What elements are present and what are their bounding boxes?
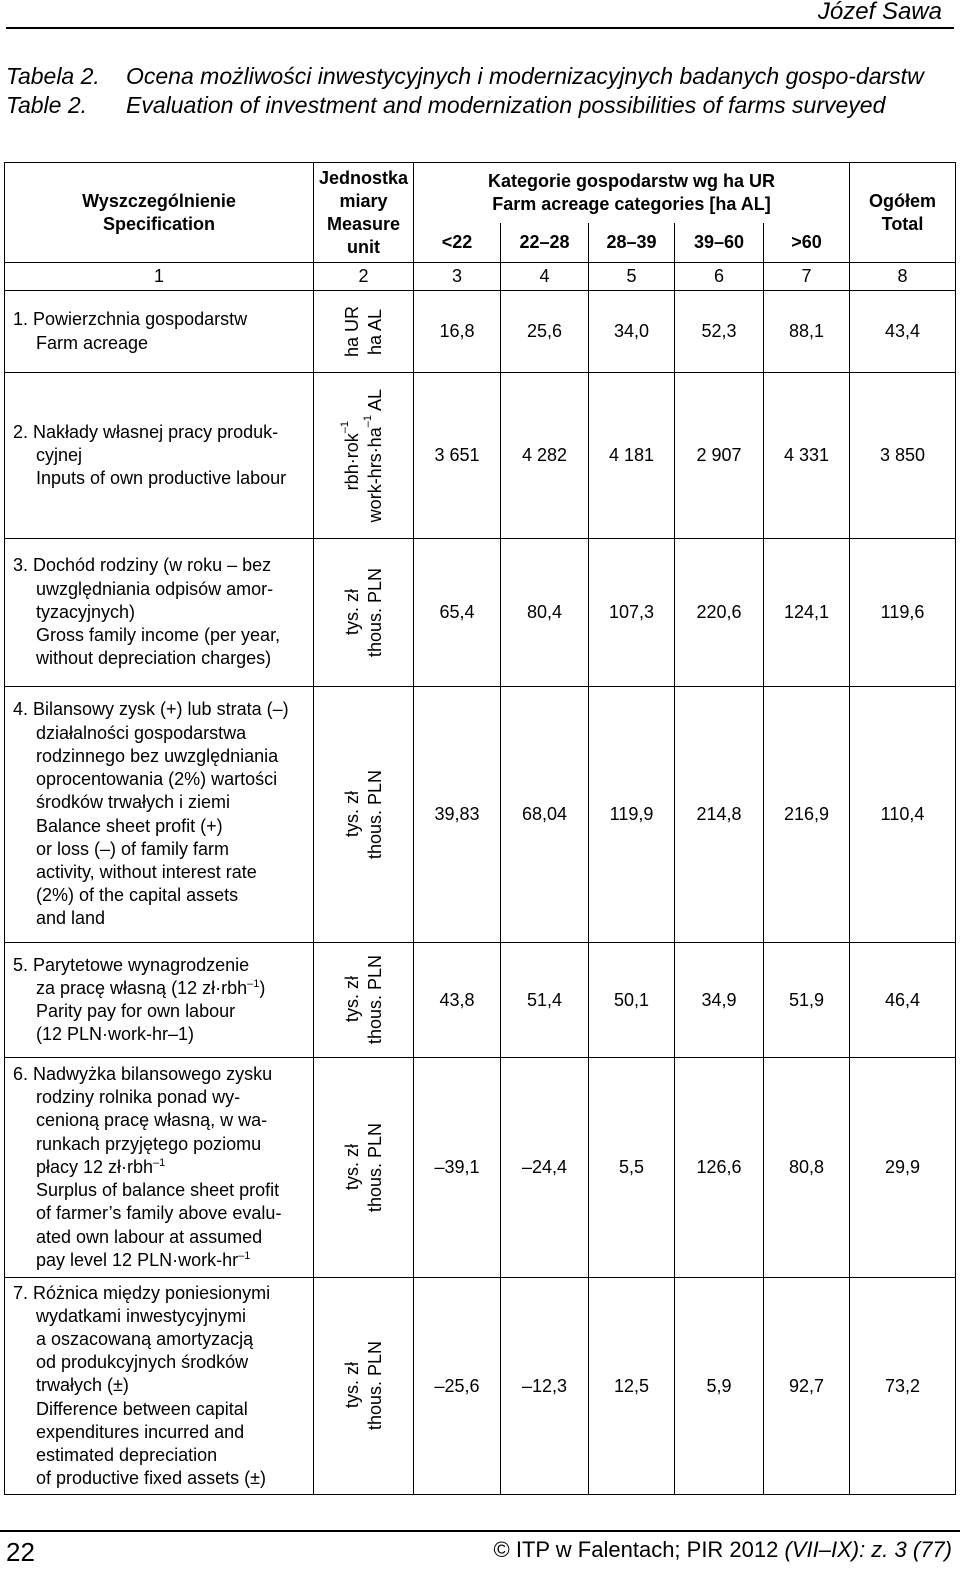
value-cell: 43,8 — [414, 943, 501, 1058]
spec-exponent: –1 — [247, 977, 260, 990]
value-cell: 3 651 — [414, 373, 501, 539]
table-row — [5, 373, 956, 539]
unit-en: thous. PLN — [364, 1122, 385, 1213]
table-row — [5, 687, 956, 943]
value-cell: 46,4 — [850, 943, 956, 1058]
spec-line: środków trwałych i ziemi — [36, 792, 231, 813]
value-cell: –25,6 — [414, 1278, 501, 1495]
unit-pl: tys. zł — [341, 1144, 362, 1191]
spec-line: cyjnej — [36, 444, 83, 465]
value-cell: 16,8 — [414, 291, 501, 373]
unit-pl: ha UR — [341, 305, 362, 358]
header-cat-pl: Kategorie gospodarstw wg ha UR — [487, 170, 776, 191]
value-cell: –24,4 — [501, 1058, 589, 1278]
column-number-row — [5, 263, 956, 291]
value-cell: 34,9 — [675, 943, 764, 1058]
spec-line: oprocentowania (2%) wartości — [36, 769, 278, 790]
value-cell: 88,1 — [764, 291, 850, 373]
spec-line: Balance sheet profit (+) — [36, 815, 223, 836]
row-specification — [5, 291, 314, 373]
row-unit — [314, 1058, 414, 1278]
spec-line — [13, 1156, 309, 1179]
column-number: 4 — [501, 263, 589, 291]
table-row — [5, 1058, 956, 1278]
value-cell: 50,1 — [589, 943, 675, 1058]
spec-line: 5. Parytetowe wynagrodzenie — [13, 954, 250, 975]
unit-en-exponent: –1 — [361, 414, 374, 428]
row-unit — [314, 687, 414, 943]
footer-rule — [0, 1530, 960, 1532]
spec-line: od produkcyjnych środków — [36, 1352, 249, 1373]
spec-line: ated own labour at assumed — [36, 1226, 263, 1247]
unit-pl: tys. zł — [341, 977, 362, 1024]
table-row — [5, 291, 956, 373]
spec-line: cenioną pracę własną, w wa- — [36, 1110, 268, 1131]
spec-line: estimated depreciation — [36, 1445, 218, 1465]
spec-line: rodziny rolnika ponad wy- — [36, 1087, 241, 1108]
row-specification — [5, 373, 314, 539]
value-cell: 4 282 — [501, 373, 589, 539]
value-cell: 39,83 — [414, 687, 501, 943]
header-unit-en-1: Measure — [326, 213, 401, 234]
value-cell: –39,1 — [414, 1058, 501, 1278]
spec-line: or loss (–) of family farm — [36, 838, 230, 859]
spec-line-text: za pracę własną (12 zł·rbh — [36, 977, 248, 998]
spec-line: uwzględniania odpisów amor- — [36, 578, 274, 599]
unit-en: thous. PLN — [364, 567, 385, 658]
spec-line: Inputs of own productive labour — [36, 468, 287, 489]
spec-line: 4. Bilansowy zysk (+) lub strata (–) — [13, 699, 289, 720]
row-specification — [5, 539, 314, 687]
spec-line: tyzacyjnych) — [36, 601, 136, 622]
header-total — [850, 163, 956, 263]
spec-line: Surplus of balance sheet profit — [36, 1180, 280, 1201]
header-cat-1: <22 — [414, 223, 501, 263]
header-categories — [414, 163, 850, 223]
value-cell: 12,5 — [589, 1278, 675, 1495]
journal-citation-issue: (VII–IX): z. 3 (77) — [784, 1537, 952, 1562]
spec-exponent: –1 — [238, 1249, 251, 1262]
unit-pl — [338, 389, 364, 522]
table-row — [5, 943, 956, 1058]
value-cell: 107,3 — [589, 539, 675, 687]
table-row — [5, 539, 956, 687]
row-specification — [5, 1278, 314, 1495]
value-cell: 3 850 — [850, 373, 956, 539]
header-cat-5: >60 — [764, 223, 850, 263]
spec-line: Gross family income (per year, — [36, 625, 281, 646]
column-number: 1 — [5, 263, 314, 291]
table-caption — [6, 62, 952, 120]
unit-pl: tys. zł — [341, 1363, 362, 1410]
unit-en: thous. PLN — [364, 769, 385, 860]
value-cell: 4 331 — [764, 373, 850, 539]
value-cell: 80,8 — [764, 1058, 850, 1278]
unit-pl-base: rbh·rok — [341, 433, 362, 491]
unit-en-base: work-hrs·ha — [364, 427, 385, 523]
column-number: 3 — [414, 263, 501, 291]
value-cell: 119,9 — [589, 687, 675, 943]
value-cell: 5,5 — [589, 1058, 675, 1278]
header-total-pl: Ogółem — [868, 190, 936, 211]
value-cell: 216,9 — [764, 687, 850, 943]
journal-citation-main: © ITP w Falentach; PIR 2012 — [493, 1537, 785, 1562]
caption-english-label: Table 2. — [6, 92, 87, 118]
row-unit — [314, 943, 414, 1058]
row-unit — [314, 291, 414, 373]
column-number: 7 — [764, 263, 850, 291]
value-cell: 73,2 — [850, 1278, 956, 1495]
spec-line: of productive fixed assets (±) — [36, 1468, 266, 1489]
header-cat-3: 28–39 — [589, 223, 675, 263]
header-unit-pl-2: miary — [339, 190, 388, 211]
spec-line: expenditures incurred and — [36, 1421, 245, 1442]
journal-citation — [494, 1537, 952, 1563]
column-number: 8 — [850, 263, 956, 291]
value-cell: 51,4 — [501, 943, 589, 1058]
caption-polish — [6, 62, 952, 91]
spec-line — [13, 977, 309, 1000]
spec-line: (2%) of the capital assets — [36, 885, 239, 906]
row-unit — [314, 1278, 414, 1495]
value-cell: 110,4 — [850, 687, 956, 943]
row-specification — [5, 1058, 314, 1278]
spec-line: runkach przyjętego poziomu — [36, 1133, 262, 1154]
value-cell: 51,9 — [764, 943, 850, 1058]
value-cell: 2 907 — [675, 373, 764, 539]
value-cell: 5,9 — [675, 1278, 764, 1495]
spec-line: działalności gospodarstwa — [36, 722, 247, 743]
header-cat-en: Farm acreage categories [ha AL] — [492, 193, 771, 214]
header-spec-pl: Wyszczególnienie — [82, 190, 236, 211]
unit-en — [361, 388, 387, 523]
spec-line: trwałych (±) — [36, 1375, 129, 1396]
value-cell: 34,0 — [589, 291, 675, 373]
value-cell: –12,3 — [501, 1278, 589, 1495]
value-cell: 29,9 — [850, 1058, 956, 1278]
spec-line: Difference between capital — [36, 1398, 248, 1419]
header-specification — [5, 163, 314, 263]
unit-en: ha AL — [364, 308, 385, 355]
unit-pl: tys. zł — [341, 589, 362, 636]
column-number: 6 — [675, 263, 764, 291]
header-rule — [6, 27, 954, 29]
value-cell: 126,6 — [675, 1058, 764, 1278]
value-cell: 220,6 — [675, 539, 764, 687]
spec-line: without depreciation charges) — [36, 648, 272, 669]
spec-line-tail: ) — [259, 977, 266, 998]
value-cell: 80,4 — [501, 539, 589, 687]
spec-line: (12 PLN·work-hr–1) — [36, 1024, 195, 1045]
unit-en-tail: AL — [364, 388, 385, 415]
header-unit-en-2: unit — [347, 236, 380, 257]
value-cell: 52,3 — [675, 291, 764, 373]
row-unit — [314, 373, 414, 539]
spec-line-text: płacy 12 zł·rbh — [36, 1156, 154, 1177]
value-cell: 4 181 — [589, 373, 675, 539]
header-row — [5, 163, 956, 223]
unit-en: thous. PLN — [364, 1341, 385, 1431]
header-total-en: Total — [881, 213, 924, 234]
caption-english — [6, 91, 952, 120]
running-header-author: Józef Sawa — [817, 0, 942, 25]
spec-line — [13, 1249, 309, 1272]
row-specification — [5, 943, 314, 1058]
spec-line: 7. Różnica między poniesionymi — [13, 1282, 271, 1303]
unit-en: thous. PLN — [364, 955, 385, 1045]
value-cell: 92,7 — [764, 1278, 850, 1495]
spec-line: of farmer’s family above evalu- — [36, 1203, 282, 1224]
spec-line: 6. Nadwyżka bilansowego zysku — [13, 1064, 273, 1085]
value-cell: 119,6 — [850, 539, 956, 687]
header-unit — [314, 163, 414, 263]
column-number: 5 — [589, 263, 675, 291]
data-table — [4, 162, 956, 1495]
page-number: 22 — [6, 1537, 35, 1567]
value-cell: 25,6 — [501, 291, 589, 373]
value-cell: 43,4 — [850, 291, 956, 373]
spec-line: Farm acreage — [36, 332, 149, 353]
unit-pl: tys. zł — [341, 791, 362, 838]
spec-line: a oszacowaną amortyzacją — [36, 1328, 254, 1349]
value-cell: 68,04 — [501, 687, 589, 943]
header-cat-4: 39–60 — [675, 223, 764, 263]
caption-polish-text: Ocena możliwości inwestycyjnych i modernizacyjnych badanych gospo-darstw — [126, 63, 924, 89]
spec-exponent: –1 — [153, 1156, 166, 1169]
spec-line: 1. Powierzchnia gospodarstw — [13, 309, 248, 330]
caption-english-text: Evaluation of investment and modernization possibilities of farms surveyed — [126, 92, 886, 118]
header-spec-en: Specification — [102, 213, 216, 234]
table-row — [5, 1278, 956, 1495]
column-number: 2 — [314, 263, 414, 291]
unit-pl-exponent: –1 — [338, 420, 351, 434]
row-specification — [5, 687, 314, 943]
value-cell: 214,8 — [675, 687, 764, 943]
spec-line: rodzinnego bez uwzględniania — [36, 745, 279, 766]
spec-line-text: pay level 12 PLN·work-hr — [36, 1249, 239, 1270]
caption-polish-label: Tabela 2. — [6, 63, 100, 89]
spec-line: wydatkami inwestycyjnymi — [36, 1305, 247, 1326]
spec-line: 3. Dochód rodziny (w roku – bez — [13, 555, 272, 576]
spec-line: 2. Nakłady własnej pracy produk- — [13, 421, 279, 442]
spec-line: Parity pay for own labour — [36, 1001, 236, 1021]
value-cell: 124,1 — [764, 539, 850, 687]
header-unit-pl-1: Jednostka — [318, 167, 409, 188]
value-cell: 65,4 — [414, 539, 501, 687]
header-cat-2: 22–28 — [501, 223, 589, 263]
spec-line: activity, without interest rate — [36, 861, 257, 882]
spec-line: and land — [36, 908, 106, 929]
row-unit — [314, 539, 414, 687]
